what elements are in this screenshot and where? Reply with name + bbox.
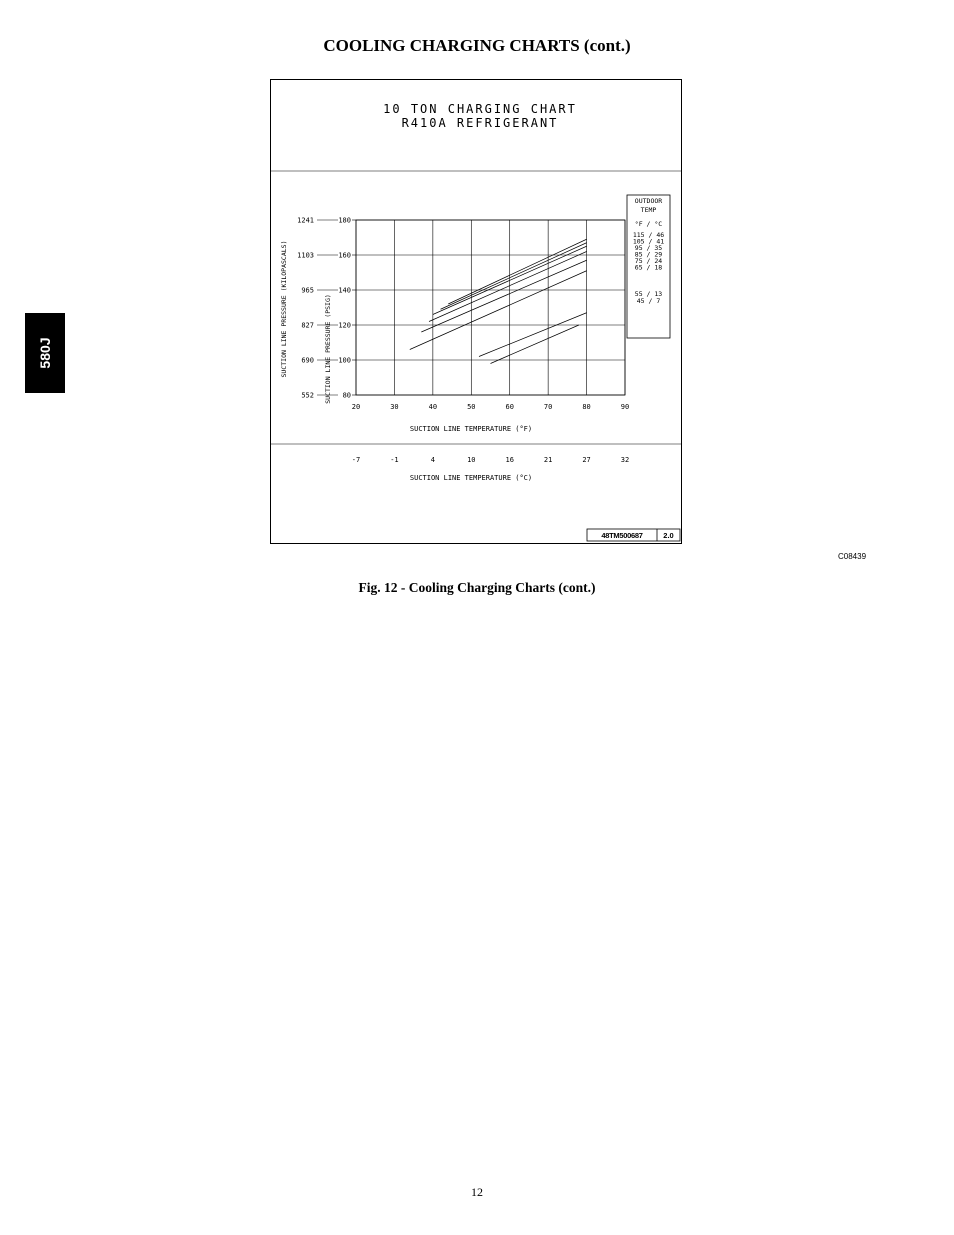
- part-number: 48TM500687: [601, 531, 643, 540]
- y-tick-label-secondary: 552: [301, 391, 314, 400]
- y-tick-label: 100: [338, 356, 351, 365]
- y-axis-label: SUCTION LINE PRESSURE (PSIG): [324, 294, 332, 404]
- legend-entry: 55 / 13: [634, 290, 663, 298]
- x-tick-label: 60: [505, 403, 514, 411]
- x-tick-label: 80: [582, 403, 591, 411]
- legend-header: °F / °C: [634, 220, 663, 228]
- legend-entry: 85 / 29: [634, 250, 663, 259]
- charging-chart: [270, 79, 682, 544]
- y-tick-label: 160: [338, 251, 351, 260]
- legend-box: [627, 195, 670, 338]
- y-axis-label-secondary: SUCTION LINE PRESSURE (KILOPASCALS): [280, 240, 288, 378]
- x-axis-label-secondary: SUCTION LINE TEMPERATURE (°C): [409, 474, 533, 482]
- x-tick-label-secondary: -7: [351, 456, 361, 464]
- x-tick-label-secondary: 16: [505, 456, 514, 464]
- x-tick-label-secondary: 10: [467, 456, 476, 464]
- x-tick-label: 50: [467, 403, 476, 411]
- y-tick-label: 140: [338, 286, 351, 295]
- legend-entry: 95 / 35: [634, 244, 663, 252]
- legend-title-1: OUTDOOR: [634, 197, 663, 205]
- x-tick-label: 40: [428, 403, 438, 411]
- y-tick-label: 80: [342, 391, 351, 400]
- side-tab: [25, 313, 65, 393]
- x-tick-label-secondary: 32: [620, 456, 630, 464]
- x-axis-label: SUCTION LINE TEMPERATURE (°F): [409, 425, 533, 433]
- y-tick-label-secondary: 690: [301, 356, 314, 365]
- legend-entry: 115 / 46: [632, 231, 665, 239]
- chart-title: 10 TON CHARGING CHART: [383, 102, 577, 116]
- legend-entry: 105 / 41: [632, 237, 665, 246]
- side-tab-label: 580J: [37, 337, 53, 369]
- legend-entry: 65 / 18: [634, 263, 663, 272]
- legend-entry: 75 / 24: [634, 257, 663, 265]
- figure-code: C08439: [838, 552, 867, 561]
- x-tick-label-secondary: 21: [543, 456, 553, 464]
- page-number: 12: [471, 1185, 483, 1199]
- figure-caption: Fig. 12 - Cooling Charging Charts (cont.): [358, 580, 596, 595]
- x-tick-label: 30: [390, 403, 399, 411]
- charging-chart-svg: [270, 79, 682, 544]
- legend-entry: 45 / 7: [636, 297, 661, 305]
- legend-entries: [633, 231, 664, 305]
- x-tick-label: 20: [351, 403, 361, 411]
- legend-title-2: TEMP: [640, 206, 657, 214]
- y-tick-label-secondary: 1103: [297, 251, 314, 260]
- y-tick-label: 180: [338, 216, 351, 225]
- y-tick-label-secondary: 965: [301, 286, 314, 295]
- x-tick-label: 70: [543, 403, 553, 411]
- part-number-box: [587, 529, 680, 541]
- x-tick-label-secondary: 4: [430, 456, 435, 464]
- page-heading: COOLING CHARGING CHARTS (cont.): [323, 36, 631, 55]
- revision: 2.0: [663, 531, 674, 540]
- y-tick-label-secondary: 827: [301, 321, 314, 330]
- x-tick-label-secondary: 27: [582, 456, 591, 464]
- y-tick-label: 120: [338, 321, 351, 330]
- x-tick-label-secondary: -1: [390, 456, 399, 464]
- x-tick-label: 90: [620, 403, 630, 411]
- y-tick-label-secondary: 1241: [297, 216, 314, 225]
- chart-subtitle: R410A REFRIGERANT: [401, 116, 559, 130]
